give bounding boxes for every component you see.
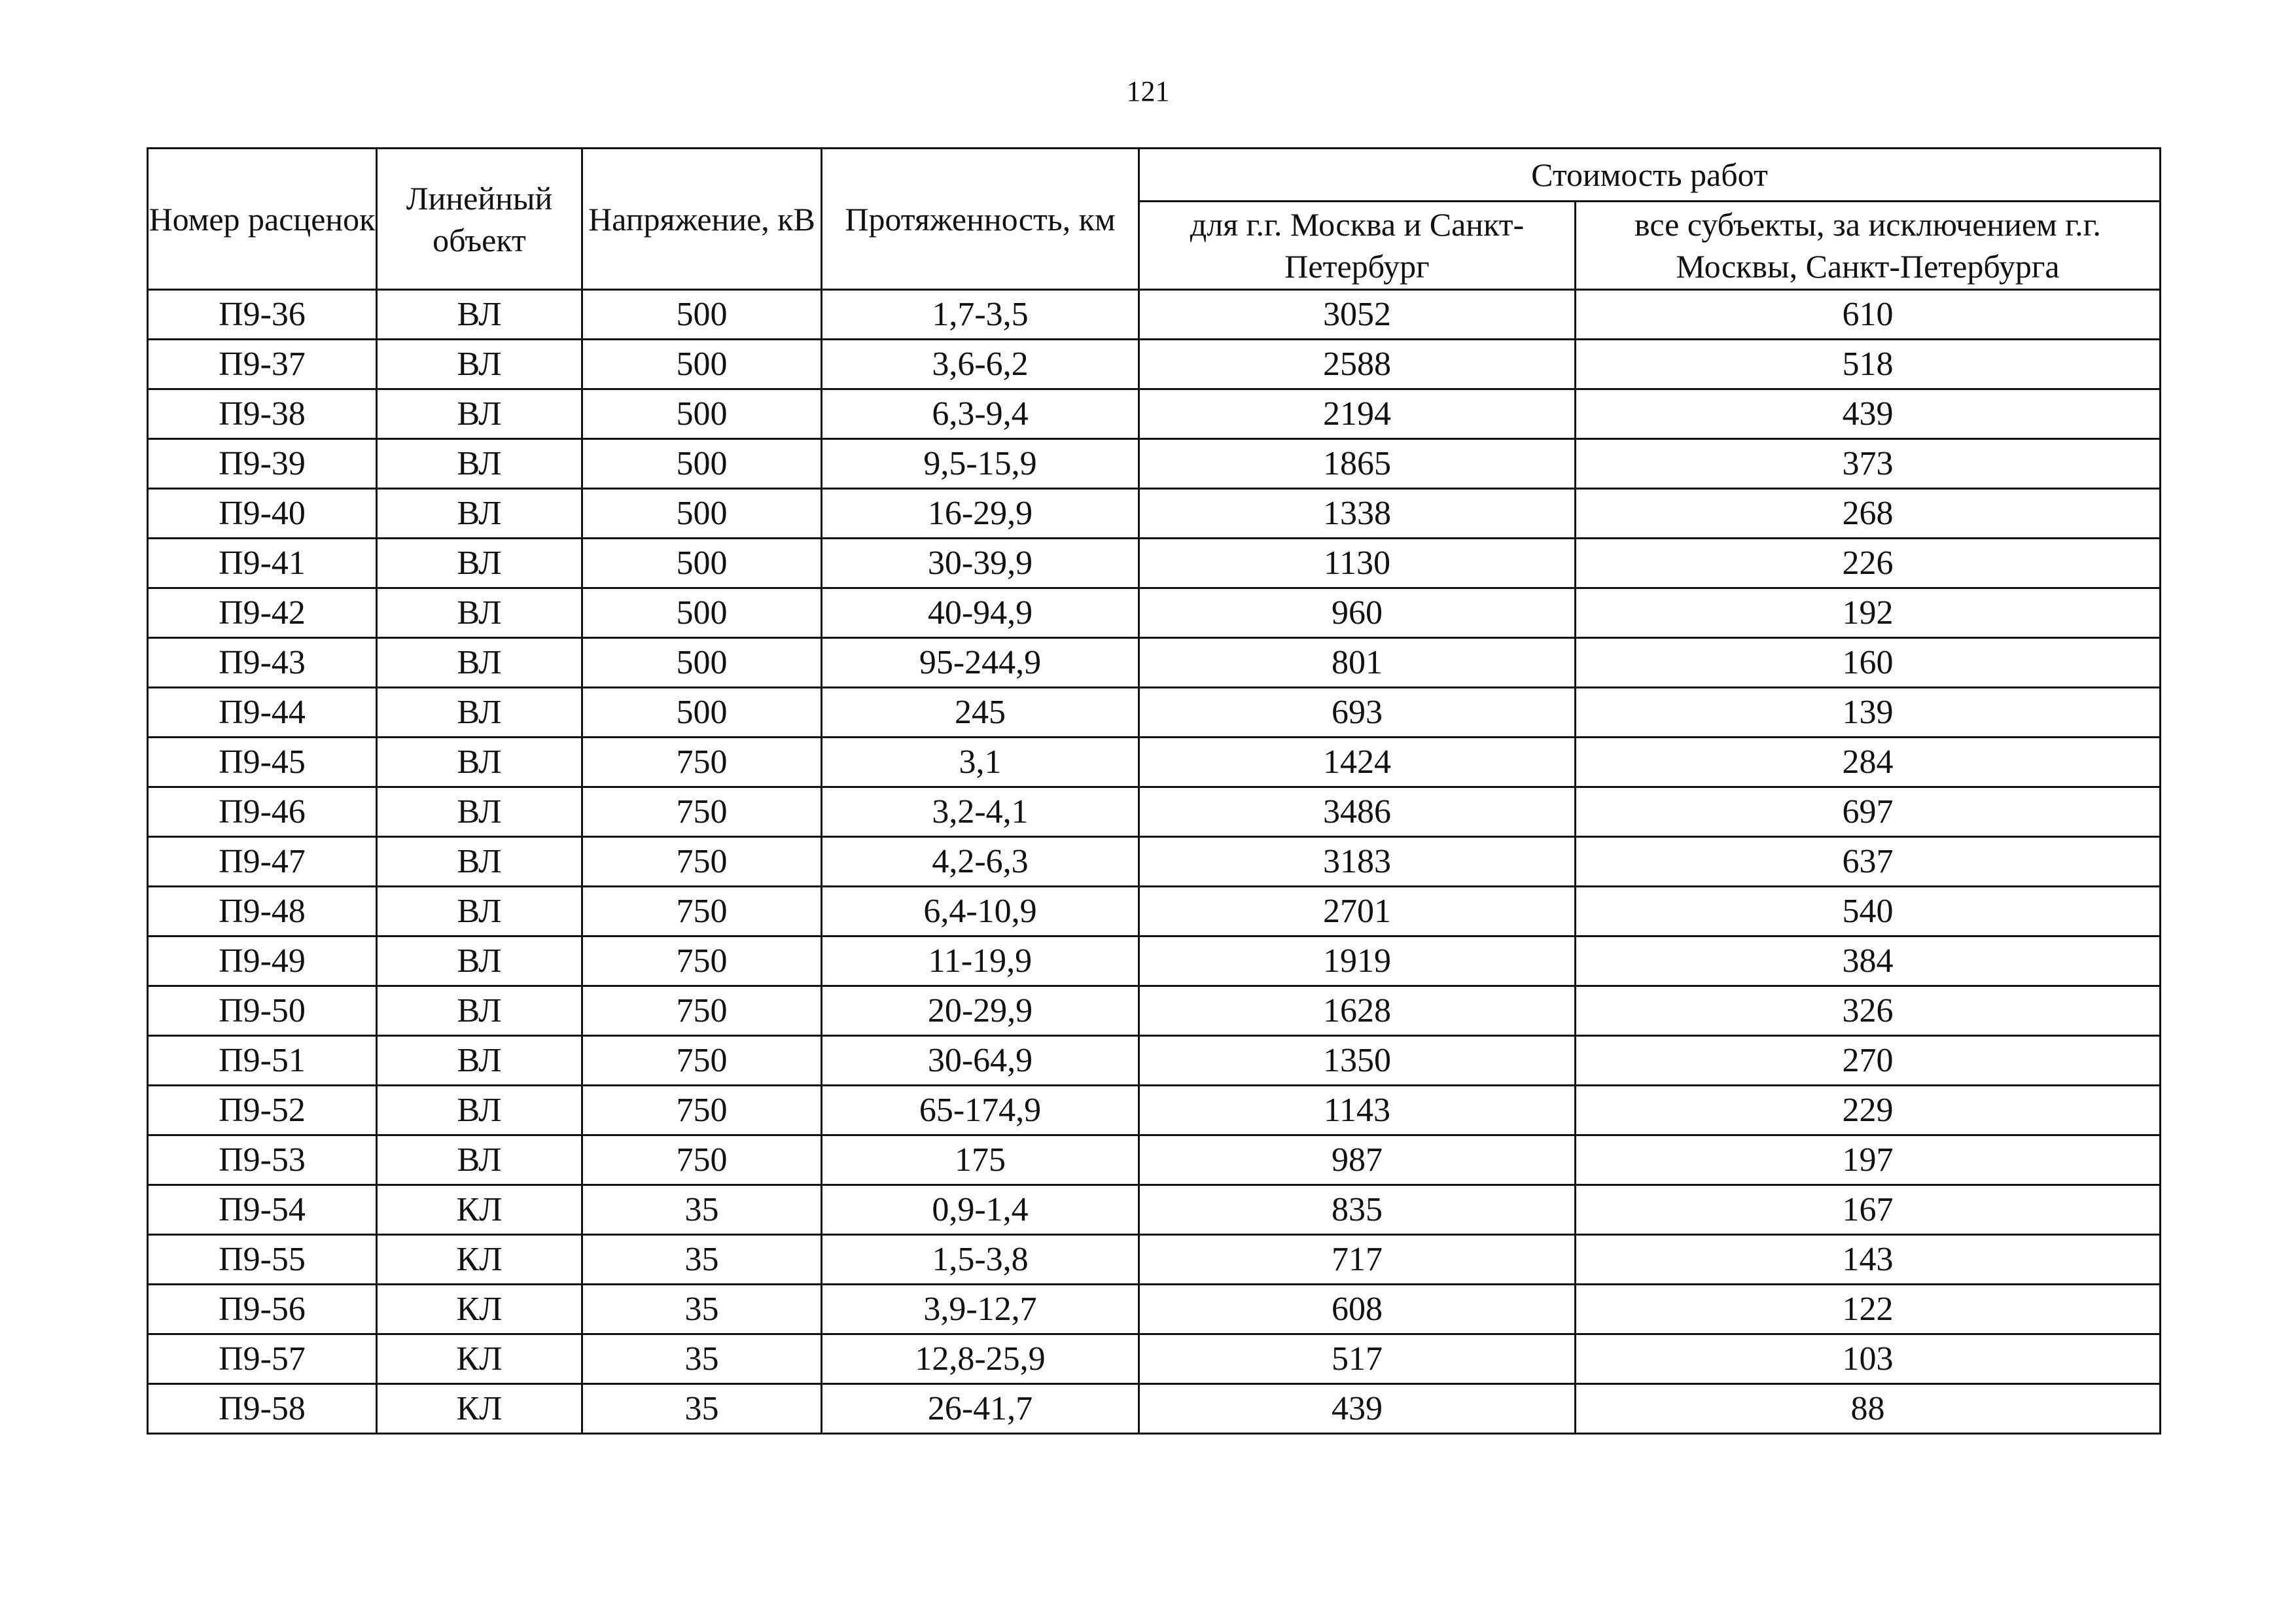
cell-rate-number: П9-43	[148, 638, 377, 688]
table-row	[148, 1036, 2161, 1086]
cell-voltage: 500	[582, 638, 822, 688]
cell-voltage: 35	[582, 1334, 822, 1384]
cell-voltage: 750	[582, 1086, 822, 1135]
cell-linear-object: ВЛ	[377, 539, 582, 588]
cell-cost-other-subjects: 284	[1576, 738, 2161, 787]
cell-linear-object: ВЛ	[377, 837, 582, 887]
cell-cost-other-subjects: 197	[1576, 1135, 2161, 1185]
table-row	[148, 837, 2161, 887]
cell-cost-other-subjects: 697	[1576, 787, 2161, 837]
cell-rate-number: П9-51	[148, 1036, 377, 1086]
table-row	[148, 688, 2161, 738]
cell-voltage: 35	[582, 1185, 822, 1235]
cell-linear-object: ВЛ	[377, 290, 582, 340]
cell-length: 245	[822, 688, 1139, 738]
cell-length: 175	[822, 1135, 1139, 1185]
cell-cost-moscow-spb: 608	[1139, 1285, 1576, 1334]
header-cost-moscow-spb: для г.г. Москва и Санкт-Петербург	[1139, 202, 1576, 290]
cell-linear-object: КЛ	[377, 1384, 582, 1434]
cell-cost-moscow-spb: 693	[1139, 688, 1576, 738]
table-row	[148, 738, 2161, 787]
cell-voltage: 35	[582, 1384, 822, 1434]
header-length: Протяженность, км	[822, 149, 1139, 290]
header-row	[148, 149, 2161, 202]
cell-cost-other-subjects: 226	[1576, 539, 2161, 588]
header-cost-other-subjects: все субъекты, за исключением г.г. Москвы, Санкт-Петербурга	[1576, 202, 2161, 290]
cell-cost-other-subjects: 268	[1576, 489, 2161, 539]
cell-rate-number: П9-39	[148, 439, 377, 489]
table-body	[148, 290, 2161, 1434]
table-row	[148, 539, 2161, 588]
cell-length: 9,5-15,9	[822, 439, 1139, 489]
cell-linear-object: КЛ	[377, 1235, 582, 1285]
header-voltage: Напряжение, кВ	[582, 149, 822, 290]
cell-length: 12,8-25,9	[822, 1334, 1139, 1384]
cell-cost-moscow-spb: 1143	[1139, 1086, 1576, 1135]
cell-cost-other-subjects: 103	[1576, 1334, 2161, 1384]
cell-rate-number: П9-44	[148, 688, 377, 738]
cell-cost-moscow-spb: 1130	[1139, 539, 1576, 588]
cell-linear-object: ВЛ	[377, 738, 582, 787]
table-row	[148, 986, 2161, 1036]
cell-cost-moscow-spb: 717	[1139, 1235, 1576, 1285]
cell-length: 95-244,9	[822, 638, 1139, 688]
cell-rate-number: П9-53	[148, 1135, 377, 1185]
cell-length: 20-29,9	[822, 986, 1139, 1036]
table-row	[148, 1185, 2161, 1235]
cell-voltage: 750	[582, 1036, 822, 1086]
cell-cost-moscow-spb: 2588	[1139, 340, 1576, 389]
cell-linear-object: КЛ	[377, 1334, 582, 1384]
header-cost-group: Стоимость работ	[1139, 149, 2161, 202]
cell-rate-number: П9-47	[148, 837, 377, 887]
cell-cost-other-subjects: 326	[1576, 986, 2161, 1036]
table-row	[148, 787, 2161, 837]
cell-cost-moscow-spb: 987	[1139, 1135, 1576, 1185]
cell-rate-number: П9-54	[148, 1185, 377, 1235]
table-row	[148, 588, 2161, 638]
cell-cost-other-subjects: 610	[1576, 290, 2161, 340]
cell-cost-other-subjects: 88	[1576, 1384, 2161, 1434]
cell-rate-number: П9-56	[148, 1285, 377, 1334]
page-number: 121	[1126, 75, 1170, 107]
cell-linear-object: ВЛ	[377, 439, 582, 489]
table-row	[148, 489, 2161, 539]
cell-linear-object: ВЛ	[377, 887, 582, 936]
cell-voltage: 750	[582, 936, 822, 986]
cell-cost-moscow-spb: 3486	[1139, 787, 1576, 837]
cell-cost-other-subjects: 637	[1576, 837, 2161, 887]
cell-length: 65-174,9	[822, 1086, 1139, 1135]
cell-cost-moscow-spb: 439	[1139, 1384, 1576, 1434]
cell-voltage: 35	[582, 1285, 822, 1334]
cell-voltage: 500	[582, 439, 822, 489]
cell-cost-other-subjects: 122	[1576, 1285, 2161, 1334]
cell-length: 26-41,7	[822, 1384, 1139, 1434]
cell-length: 3,2-4,1	[822, 787, 1139, 837]
table-row	[148, 1285, 2161, 1334]
cell-cost-other-subjects: 540	[1576, 887, 2161, 936]
cell-voltage: 500	[582, 290, 822, 340]
cell-rate-number: П9-58	[148, 1384, 377, 1434]
table-header	[148, 149, 2161, 290]
cell-voltage: 750	[582, 887, 822, 936]
cell-linear-object: КЛ	[377, 1285, 582, 1334]
cell-voltage: 500	[582, 539, 822, 588]
cell-length: 1,5-3,8	[822, 1235, 1139, 1285]
cell-cost-other-subjects: 139	[1576, 688, 2161, 738]
table-row	[148, 638, 2161, 688]
cell-voltage: 500	[582, 688, 822, 738]
cell-length: 16-29,9	[822, 489, 1139, 539]
table-row	[148, 1334, 2161, 1384]
cell-rate-number: П9-57	[148, 1334, 377, 1384]
cell-voltage: 750	[582, 837, 822, 887]
cell-cost-moscow-spb: 1350	[1139, 1036, 1576, 1086]
cell-linear-object: ВЛ	[377, 340, 582, 389]
cell-rate-number: П9-46	[148, 787, 377, 837]
cell-cost-other-subjects: 229	[1576, 1086, 2161, 1135]
rates-table	[147, 147, 2161, 1435]
table-row	[148, 1135, 2161, 1185]
header-rate-number: Номер расценок	[148, 149, 377, 290]
cell-rate-number: П9-52	[148, 1086, 377, 1135]
cell-rate-number: П9-40	[148, 489, 377, 539]
cell-rate-number: П9-38	[148, 389, 377, 439]
cell-linear-object: ВЛ	[377, 588, 582, 638]
table-row	[148, 340, 2161, 389]
cell-cost-moscow-spb: 1628	[1139, 986, 1576, 1036]
cell-cost-moscow-spb: 801	[1139, 638, 1576, 688]
cell-rate-number: П9-55	[148, 1235, 377, 1285]
cell-length: 3,9-12,7	[822, 1285, 1139, 1334]
cell-length: 1,7-3,5	[822, 290, 1139, 340]
cell-voltage: 500	[582, 489, 822, 539]
table-row	[148, 887, 2161, 936]
cell-rate-number: П9-36	[148, 290, 377, 340]
cell-voltage: 35	[582, 1235, 822, 1285]
table-row	[148, 1235, 2161, 1285]
cell-cost-other-subjects: 518	[1576, 340, 2161, 389]
cell-cost-moscow-spb: 1919	[1139, 936, 1576, 986]
cell-length: 6,4-10,9	[822, 887, 1139, 936]
cell-rate-number: П9-49	[148, 936, 377, 986]
cell-cost-other-subjects: 160	[1576, 638, 2161, 688]
cell-length: 30-39,9	[822, 539, 1139, 588]
table-row	[148, 1384, 2161, 1434]
cell-length: 11-19,9	[822, 936, 1139, 986]
cell-voltage: 750	[582, 1135, 822, 1185]
cell-cost-moscow-spb: 2701	[1139, 887, 1576, 936]
table-row	[148, 439, 2161, 489]
cell-linear-object: ВЛ	[377, 986, 582, 1036]
cell-voltage: 750	[582, 986, 822, 1036]
cell-rate-number: П9-48	[148, 887, 377, 936]
cell-voltage: 500	[582, 389, 822, 439]
cell-linear-object: ВЛ	[377, 1036, 582, 1086]
cell-voltage: 750	[582, 787, 822, 837]
cell-length: 4,2-6,3	[822, 837, 1139, 887]
cell-linear-object: ВЛ	[377, 638, 582, 688]
cell-length: 30-64,9	[822, 1036, 1139, 1086]
cell-voltage: 500	[582, 588, 822, 638]
cell-cost-moscow-spb: 2194	[1139, 389, 1576, 439]
cell-cost-moscow-spb: 3183	[1139, 837, 1576, 887]
cell-linear-object: ВЛ	[377, 787, 582, 837]
cell-linear-object: ВЛ	[377, 489, 582, 539]
cell-cost-other-subjects: 270	[1576, 1036, 2161, 1086]
cell-length: 3,6-6,2	[822, 340, 1139, 389]
cell-cost-other-subjects: 143	[1576, 1235, 2161, 1285]
cell-linear-object: КЛ	[377, 1185, 582, 1235]
table-row	[148, 290, 2161, 340]
cell-linear-object: ВЛ	[377, 1135, 582, 1185]
cell-linear-object: ВЛ	[377, 389, 582, 439]
cell-rate-number: П9-37	[148, 340, 377, 389]
cell-cost-moscow-spb: 1424	[1139, 738, 1576, 787]
cell-rate-number: П9-50	[148, 986, 377, 1036]
cell-length: 6,3-9,4	[822, 389, 1139, 439]
cell-voltage: 500	[582, 340, 822, 389]
cell-length: 40-94,9	[822, 588, 1139, 638]
cell-linear-object: ВЛ	[377, 1086, 582, 1135]
cell-cost-moscow-spb: 960	[1139, 588, 1576, 638]
header-linear-object: Линейный объект	[377, 149, 582, 290]
cell-cost-other-subjects: 192	[1576, 588, 2161, 638]
cell-cost-other-subjects: 167	[1576, 1185, 2161, 1235]
cell-cost-moscow-spb: 517	[1139, 1334, 1576, 1384]
cell-length: 3,1	[822, 738, 1139, 787]
cell-rate-number: П9-42	[148, 588, 377, 638]
cell-cost-moscow-spb: 835	[1139, 1185, 1576, 1235]
table-row	[148, 389, 2161, 439]
cell-linear-object: ВЛ	[377, 688, 582, 738]
cell-cost-moscow-spb: 3052	[1139, 290, 1576, 340]
cell-cost-other-subjects: 373	[1576, 439, 2161, 489]
cell-rate-number: П9-41	[148, 539, 377, 588]
cell-cost-moscow-spb: 1338	[1139, 489, 1576, 539]
table-row	[148, 936, 2161, 986]
cell-cost-moscow-spb: 1865	[1139, 439, 1576, 489]
cell-voltage: 750	[582, 738, 822, 787]
cell-cost-other-subjects: 384	[1576, 936, 2161, 986]
cell-rate-number: П9-45	[148, 738, 377, 787]
table-row	[148, 1086, 2161, 1135]
cell-linear-object: ВЛ	[377, 936, 582, 986]
cell-cost-other-subjects: 439	[1576, 389, 2161, 439]
cell-length: 0,9-1,4	[822, 1185, 1139, 1235]
